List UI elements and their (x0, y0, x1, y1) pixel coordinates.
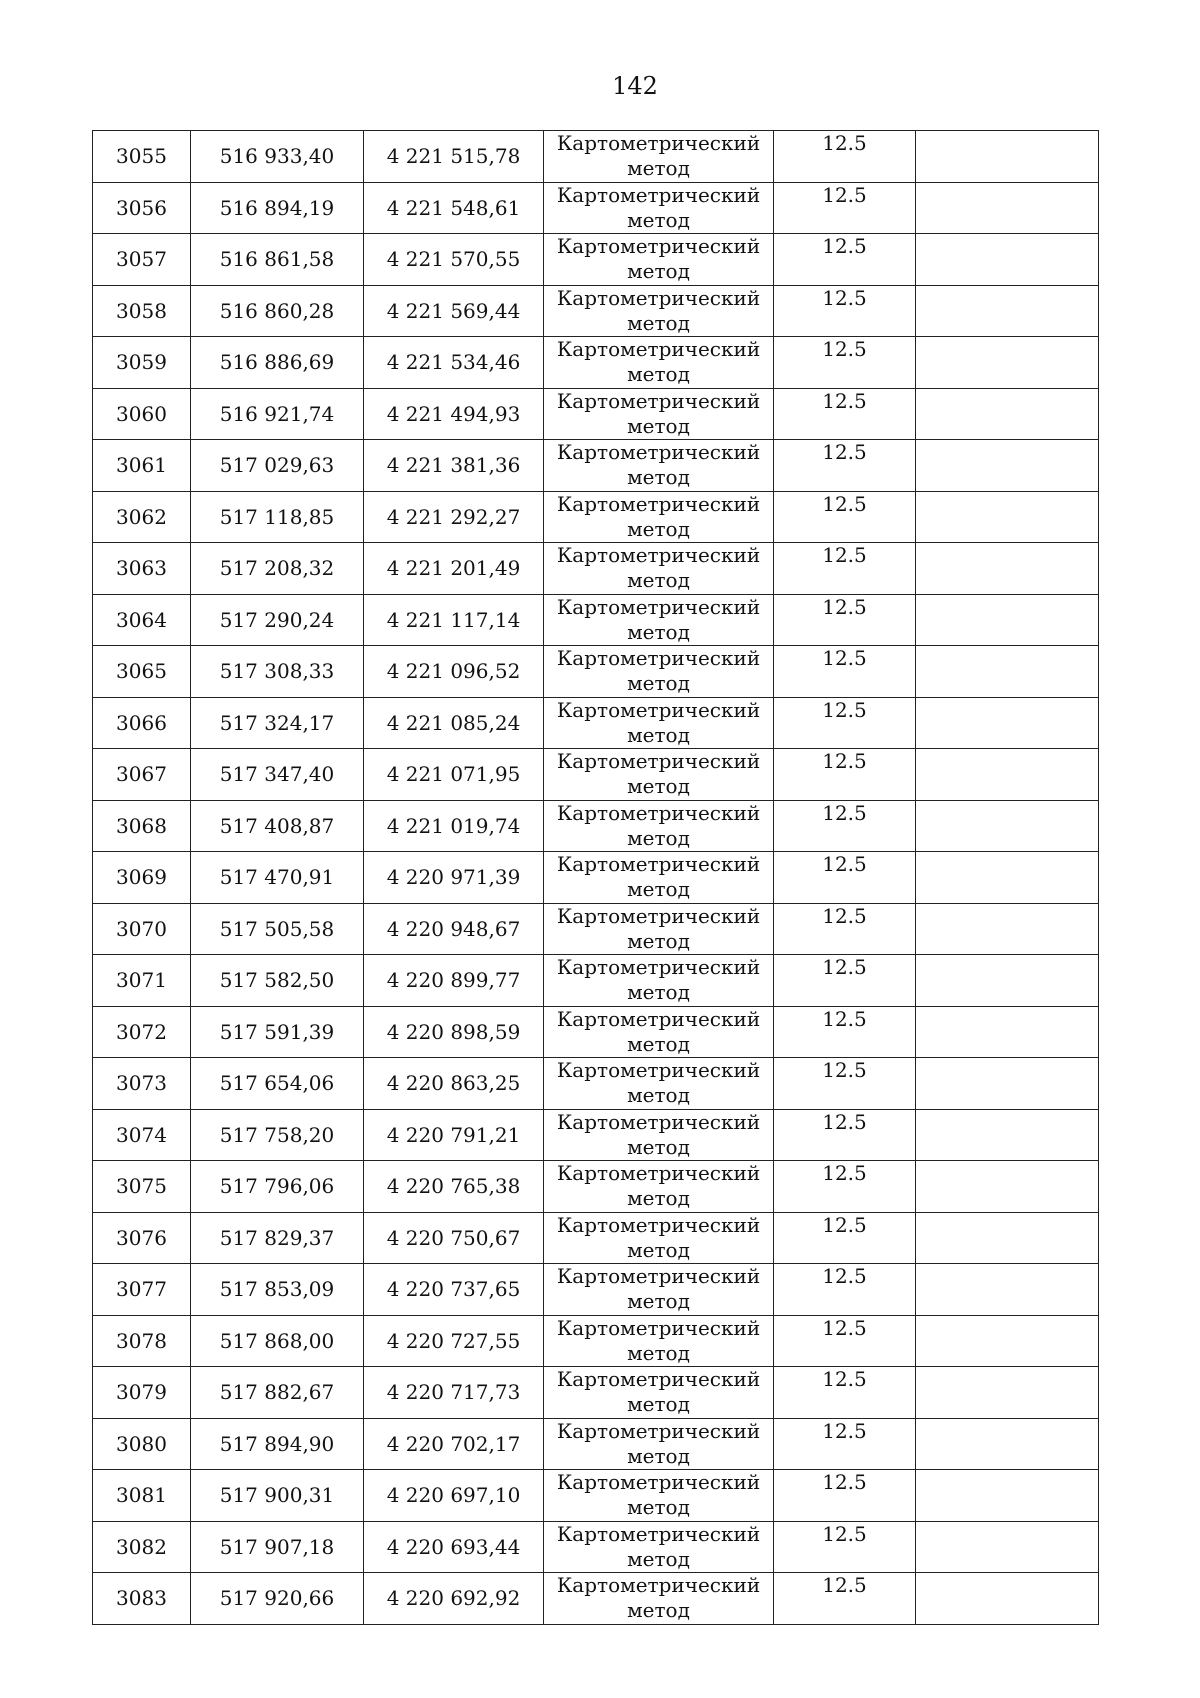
method-cell (544, 388, 774, 440)
empty-cell (916, 1006, 1099, 1058)
empty-cell (916, 903, 1099, 955)
method-line1: Картометрический (556, 131, 761, 156)
coordinate-y: 4 221 534,46 (364, 337, 544, 389)
coordinate-x: 517 882,67 (191, 1367, 364, 1419)
method-line1: Картометрический (556, 1212, 761, 1237)
table-row (93, 1418, 1099, 1470)
coordinate-y: 4 220 697,10 (364, 1470, 544, 1522)
method-line2: метод (627, 928, 690, 953)
method-cell (544, 1315, 774, 1367)
method-line2: метод (627, 619, 690, 644)
coordinate-x: 517 290,24 (191, 594, 364, 646)
method-cell (544, 594, 774, 646)
empty-cell (916, 131, 1099, 183)
empty-cell (916, 1315, 1099, 1367)
table-row (93, 388, 1099, 440)
accuracy: 12.5 (774, 491, 916, 543)
accuracy: 12.5 (774, 182, 916, 234)
accuracy: 12.5 (774, 337, 916, 389)
coordinate-x: 517 654,06 (191, 1058, 364, 1110)
accuracy: 12.5 (774, 1212, 916, 1264)
method-line2: метод (627, 722, 690, 747)
method-line2: метод (627, 156, 690, 181)
empty-cell (916, 1161, 1099, 1213)
method-line2: метод (627, 1186, 690, 1211)
method-cell (544, 1006, 774, 1058)
point-id: 3061 (93, 440, 191, 492)
coordinate-x: 517 308,33 (191, 646, 364, 698)
method-cell (544, 182, 774, 234)
table-row (93, 594, 1099, 646)
coordinate-x: 517 907,18 (191, 1521, 364, 1573)
method-line2: метод (627, 1392, 690, 1417)
accuracy: 12.5 (774, 1521, 916, 1573)
method-line1: Картометрический (556, 594, 761, 619)
accuracy: 12.5 (774, 749, 916, 801)
accuracy: 12.5 (774, 1109, 916, 1161)
method-cell (544, 1058, 774, 1110)
empty-cell (916, 234, 1099, 286)
method-cell (544, 285, 774, 337)
coordinate-x: 517 920,66 (191, 1573, 364, 1625)
method-line1: Картометрический (556, 749, 761, 774)
table-row (93, 543, 1099, 595)
method-line1: Картометрический (556, 697, 761, 722)
point-id: 3064 (93, 594, 191, 646)
coordinate-y: 4 220 717,73 (364, 1367, 544, 1419)
point-id: 3059 (93, 337, 191, 389)
coordinate-y: 4 221 569,44 (364, 285, 544, 337)
accuracy: 12.5 (774, 131, 916, 183)
coordinate-y: 4 220 765,38 (364, 1161, 544, 1213)
table-row (93, 1212, 1099, 1264)
coordinate-y: 4 221 381,36 (364, 440, 544, 492)
coordinate-x: 517 208,32 (191, 543, 364, 595)
method-line1: Картометрический (556, 1264, 761, 1289)
point-id: 3073 (93, 1058, 191, 1110)
method-line1: Картометрический (556, 955, 761, 980)
point-id: 3058 (93, 285, 191, 337)
empty-cell (916, 491, 1099, 543)
accuracy: 12.5 (774, 440, 916, 492)
accuracy: 12.5 (774, 594, 916, 646)
coordinate-x: 517 505,58 (191, 903, 364, 955)
method-line2: метод (627, 1237, 690, 1262)
table-row (93, 800, 1099, 852)
accuracy: 12.5 (774, 1264, 916, 1316)
method-line2: метод (627, 877, 690, 902)
method-line2: метод (627, 825, 690, 850)
coordinate-y: 4 221 494,93 (364, 388, 544, 440)
table-row (93, 903, 1099, 955)
table-row (93, 1315, 1099, 1367)
point-id: 3062 (93, 491, 191, 543)
coordinate-x: 517 853,09 (191, 1264, 364, 1316)
point-id: 3067 (93, 749, 191, 801)
method-line2: метод (627, 310, 690, 335)
point-id: 3080 (93, 1418, 191, 1470)
empty-cell (916, 852, 1099, 904)
method-cell (544, 1521, 774, 1573)
page-number: 142 (612, 72, 658, 100)
point-id: 3078 (93, 1315, 191, 1367)
method-cell (544, 1418, 774, 1470)
empty-cell (916, 1367, 1099, 1419)
coordinate-y: 4 220 898,59 (364, 1006, 544, 1058)
coordinate-y: 4 220 737,65 (364, 1264, 544, 1316)
accuracy: 12.5 (774, 1573, 916, 1625)
point-id: 3066 (93, 697, 191, 749)
empty-cell (916, 1470, 1099, 1522)
method-cell (544, 697, 774, 749)
method-line2: метод (627, 1289, 690, 1314)
accuracy: 12.5 (774, 543, 916, 595)
method-line1: Картометрический (556, 543, 761, 568)
method-cell (544, 337, 774, 389)
coordinate-x: 517 894,90 (191, 1418, 364, 1470)
empty-cell (916, 1058, 1099, 1110)
method-cell (544, 1573, 774, 1625)
method-line2: метод (627, 568, 690, 593)
accuracy: 12.5 (774, 955, 916, 1007)
coordinate-x: 517 470,91 (191, 852, 364, 904)
table-row (93, 1521, 1099, 1573)
table-row (93, 285, 1099, 337)
accuracy: 12.5 (774, 903, 916, 955)
method-line1: Картометрический (556, 852, 761, 877)
coordinates-table-body (93, 131, 1099, 1625)
coordinate-y: 4 221 548,61 (364, 182, 544, 234)
point-id: 3074 (93, 1109, 191, 1161)
table-row (93, 1161, 1099, 1213)
point-id: 3081 (93, 1470, 191, 1522)
method-line1: Картометрический (556, 1109, 761, 1134)
method-cell (544, 646, 774, 698)
method-line1: Картометрический (556, 903, 761, 928)
coordinate-x: 517 347,40 (191, 749, 364, 801)
method-cell (544, 234, 774, 286)
accuracy: 12.5 (774, 388, 916, 440)
table-row (93, 1367, 1099, 1419)
coordinate-x: 516 886,69 (191, 337, 364, 389)
method-line1: Картометрический (556, 1006, 761, 1031)
method-line1: Картометрический (556, 1470, 761, 1495)
method-line2: метод (627, 1083, 690, 1108)
empty-cell (916, 1418, 1099, 1470)
accuracy: 12.5 (774, 646, 916, 698)
accuracy: 12.5 (774, 1418, 916, 1470)
method-line2: метод (627, 980, 690, 1005)
method-line1: Картометрический (556, 388, 761, 413)
table-row (93, 749, 1099, 801)
empty-cell (916, 1212, 1099, 1264)
coordinate-x: 517 029,63 (191, 440, 364, 492)
coordinate-x: 517 118,85 (191, 491, 364, 543)
method-line1: Картометрический (556, 1367, 761, 1392)
point-id: 3077 (93, 1264, 191, 1316)
method-line2: метод (627, 1598, 690, 1623)
method-cell (544, 1367, 774, 1419)
point-id: 3076 (93, 1212, 191, 1264)
table-row (93, 852, 1099, 904)
accuracy: 12.5 (774, 1161, 916, 1213)
method-line1: Картометрический (556, 285, 761, 310)
method-line1: Картометрический (556, 337, 761, 362)
point-id: 3070 (93, 903, 191, 955)
method-line1: Картометрический (556, 182, 761, 207)
method-line2: метод (627, 1031, 690, 1056)
coordinate-x: 516 860,28 (191, 285, 364, 337)
coordinate-x: 517 900,31 (191, 1470, 364, 1522)
coordinate-y: 4 220 750,67 (364, 1212, 544, 1264)
accuracy: 12.5 (774, 852, 916, 904)
accuracy: 12.5 (774, 1470, 916, 1522)
table-row (93, 131, 1099, 183)
empty-cell (916, 337, 1099, 389)
coordinate-y: 4 221 071,95 (364, 749, 544, 801)
coordinate-y: 4 221 117,14 (364, 594, 544, 646)
empty-cell (916, 594, 1099, 646)
method-cell (544, 852, 774, 904)
method-line1: Картометрический (556, 440, 761, 465)
point-id: 3079 (93, 1367, 191, 1419)
empty-cell (916, 646, 1099, 698)
point-id: 3060 (93, 388, 191, 440)
coordinate-y: 4 221 570,55 (364, 234, 544, 286)
coordinate-y: 4 220 702,17 (364, 1418, 544, 1470)
method-line1: Картометрический (556, 1521, 761, 1546)
coordinate-x: 517 829,37 (191, 1212, 364, 1264)
point-id: 3075 (93, 1161, 191, 1213)
table-row (93, 1058, 1099, 1110)
coordinate-x: 517 408,87 (191, 800, 364, 852)
point-id: 3068 (93, 800, 191, 852)
coordinates-table (92, 130, 1099, 1625)
method-line2: метод (627, 1340, 690, 1365)
table-row (93, 1470, 1099, 1522)
method-line2: метод (627, 1495, 690, 1520)
method-cell (544, 1212, 774, 1264)
method-line1: Картометрический (556, 800, 761, 825)
method-line1: Картометрический (556, 234, 761, 259)
method-cell (544, 800, 774, 852)
point-id: 3083 (93, 1573, 191, 1625)
method-line1: Картометрический (556, 1161, 761, 1186)
method-cell (544, 491, 774, 543)
method-line2: метод (627, 671, 690, 696)
empty-cell (916, 440, 1099, 492)
method-cell (544, 440, 774, 492)
accuracy: 12.5 (774, 1006, 916, 1058)
empty-cell (916, 749, 1099, 801)
method-line1: Картометрический (556, 491, 761, 516)
table-row (93, 440, 1099, 492)
method-cell (544, 131, 774, 183)
method-line2: метод (627, 516, 690, 541)
coordinate-y: 4 220 693,44 (364, 1521, 544, 1573)
empty-cell (916, 1264, 1099, 1316)
method-line1: Картометрический (556, 1573, 761, 1598)
coordinate-y: 4 221 515,78 (364, 131, 544, 183)
accuracy: 12.5 (774, 1058, 916, 1110)
accuracy: 12.5 (774, 285, 916, 337)
method-line2: метод (627, 465, 690, 490)
table-row (93, 697, 1099, 749)
coordinate-y: 4 220 791,21 (364, 1109, 544, 1161)
point-id: 3071 (93, 955, 191, 1007)
coordinate-y: 4 220 727,55 (364, 1315, 544, 1367)
point-id: 3072 (93, 1006, 191, 1058)
coordinate-x: 517 758,20 (191, 1109, 364, 1161)
accuracy: 12.5 (774, 800, 916, 852)
method-line2: метод (627, 1546, 690, 1571)
empty-cell (916, 1573, 1099, 1625)
coordinate-x: 517 324,17 (191, 697, 364, 749)
point-id: 3056 (93, 182, 191, 234)
coordinate-x: 517 591,39 (191, 1006, 364, 1058)
method-cell (544, 1264, 774, 1316)
empty-cell (916, 955, 1099, 1007)
empty-cell (916, 388, 1099, 440)
method-line2: метод (627, 1443, 690, 1468)
table-row (93, 1264, 1099, 1316)
coordinate-x: 517 796,06 (191, 1161, 364, 1213)
method-cell (544, 955, 774, 1007)
method-cell (544, 903, 774, 955)
coordinate-y: 4 221 292,27 (364, 491, 544, 543)
method-line1: Картометрический (556, 646, 761, 671)
coordinate-y: 4 220 948,67 (364, 903, 544, 955)
empty-cell (916, 543, 1099, 595)
table-row (93, 491, 1099, 543)
point-id: 3063 (93, 543, 191, 595)
accuracy: 12.5 (774, 1367, 916, 1419)
coordinate-x: 516 933,40 (191, 131, 364, 183)
point-id: 3057 (93, 234, 191, 286)
method-line2: метод (627, 207, 690, 232)
empty-cell (916, 1521, 1099, 1573)
method-line2: метод (627, 413, 690, 438)
method-line2: метод (627, 362, 690, 387)
table-row (93, 646, 1099, 698)
empty-cell (916, 285, 1099, 337)
method-line2: метод (627, 774, 690, 799)
method-cell (544, 1161, 774, 1213)
accuracy: 12.5 (774, 697, 916, 749)
point-id: 3069 (93, 852, 191, 904)
table-row (93, 955, 1099, 1007)
method-line2: метод (627, 259, 690, 284)
method-cell (544, 543, 774, 595)
coordinate-y: 4 220 863,25 (364, 1058, 544, 1110)
coordinate-y: 4 221 201,49 (364, 543, 544, 595)
coordinate-x: 516 894,19 (191, 182, 364, 234)
point-id: 3055 (93, 131, 191, 183)
coordinate-x: 516 921,74 (191, 388, 364, 440)
coordinate-x: 516 861,58 (191, 234, 364, 286)
empty-cell (916, 1109, 1099, 1161)
empty-cell (916, 182, 1099, 234)
method-line2: метод (627, 1134, 690, 1159)
table-row (93, 1573, 1099, 1625)
empty-cell (916, 697, 1099, 749)
coordinate-y: 4 220 692,92 (364, 1573, 544, 1625)
point-id: 3065 (93, 646, 191, 698)
coordinate-y: 4 221 085,24 (364, 697, 544, 749)
accuracy: 12.5 (774, 1315, 916, 1367)
method-line1: Картометрический (556, 1418, 761, 1443)
coordinate-y: 4 221 019,74 (364, 800, 544, 852)
accuracy: 12.5 (774, 234, 916, 286)
method-line1: Картометрический (556, 1058, 761, 1083)
table-row (93, 1006, 1099, 1058)
coordinate-y: 4 221 096,52 (364, 646, 544, 698)
method-cell (544, 1470, 774, 1522)
coordinate-y: 4 220 971,39 (364, 852, 544, 904)
coordinate-y: 4 220 899,77 (364, 955, 544, 1007)
table-row (93, 1109, 1099, 1161)
coordinate-x: 517 582,50 (191, 955, 364, 1007)
method-cell (544, 749, 774, 801)
table-row (93, 234, 1099, 286)
point-id: 3082 (93, 1521, 191, 1573)
method-cell (544, 1109, 774, 1161)
coordinate-x: 517 868,00 (191, 1315, 364, 1367)
method-line1: Картометрический (556, 1315, 761, 1340)
table-row (93, 337, 1099, 389)
table-row (93, 182, 1099, 234)
empty-cell (916, 800, 1099, 852)
